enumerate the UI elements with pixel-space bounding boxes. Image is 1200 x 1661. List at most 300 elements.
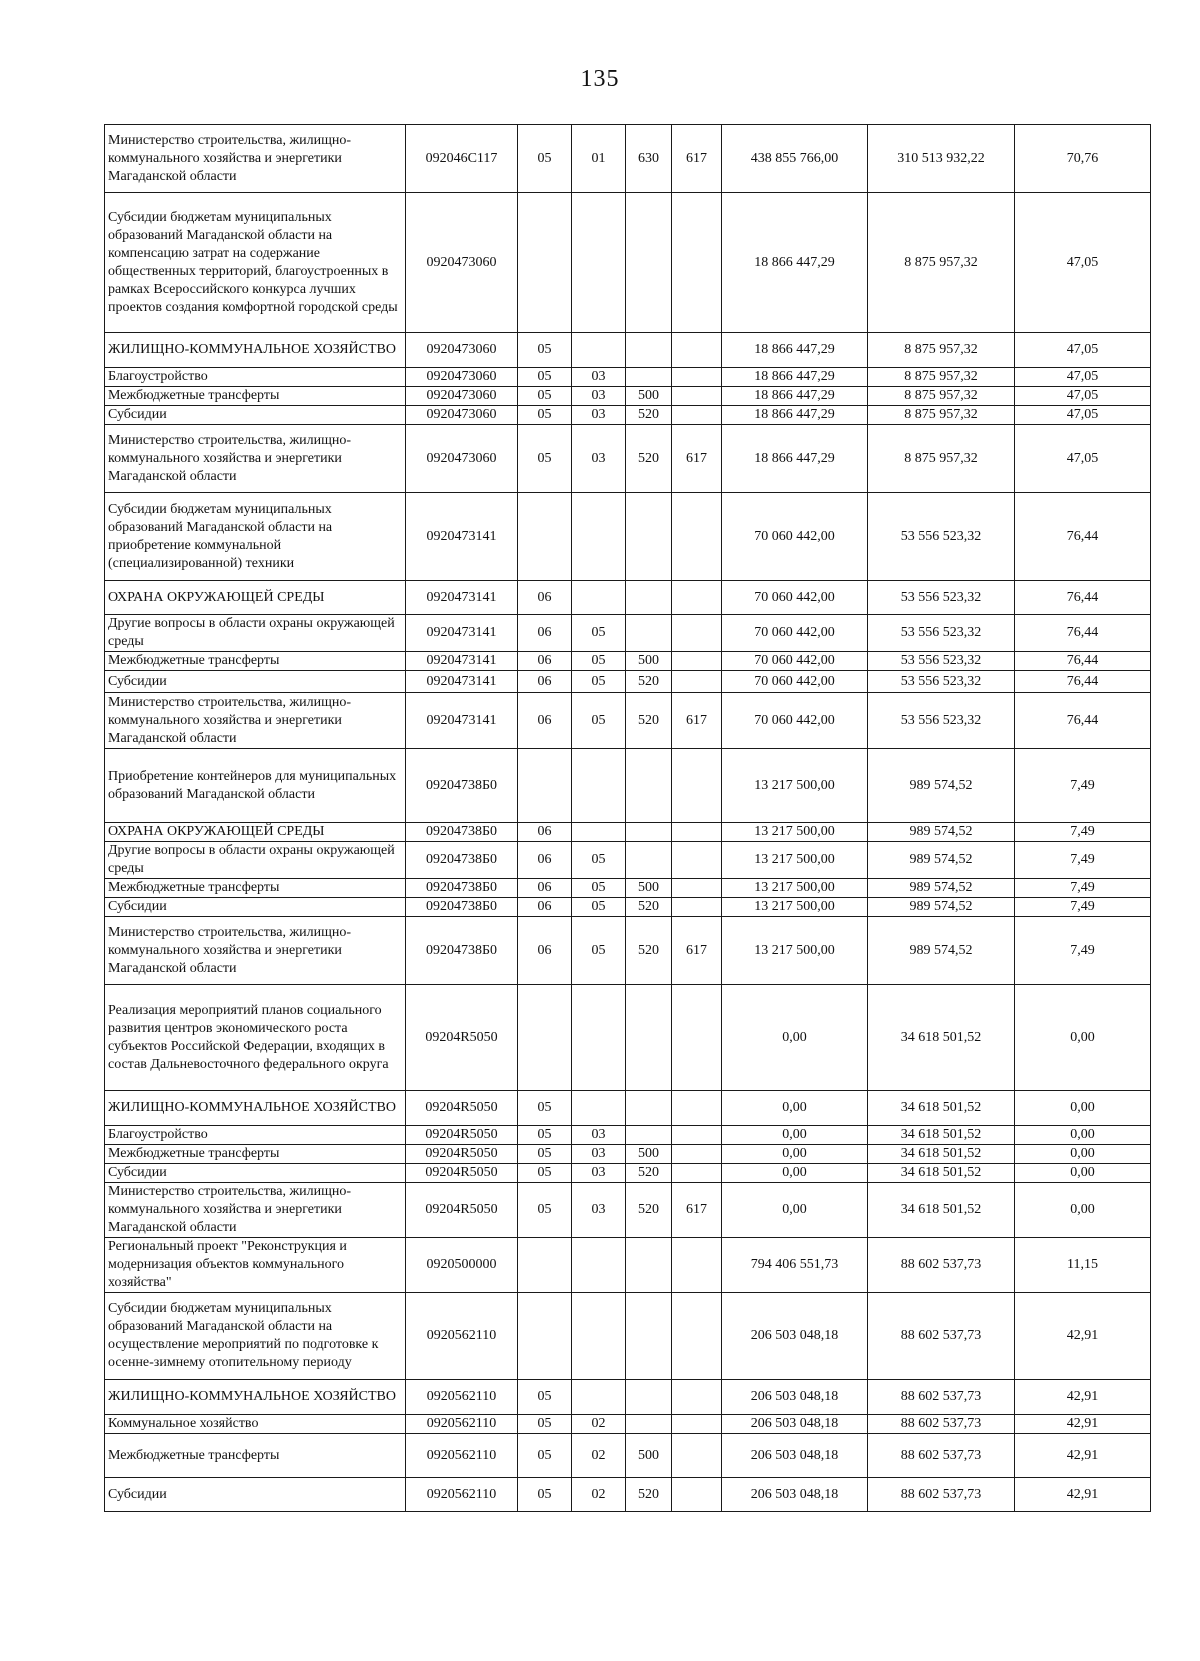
row-plan-amount: 70 060 442,00 [722, 652, 868, 671]
row-expense-type [626, 581, 672, 615]
table-row [105, 1380, 1151, 1415]
table-row [105, 1415, 1151, 1434]
row-subsection: 05 [572, 842, 626, 879]
row-admin-code [672, 1164, 722, 1183]
row-name: ЖИЛИЩНО-КОММУНАЛЬНОЕ ХОЗЯЙСТВО [105, 1380, 406, 1415]
row-percent: 7,49 [1015, 898, 1151, 917]
row-admin-code: 617 [672, 425, 722, 493]
row-subsection [572, 823, 626, 842]
table-row [105, 333, 1151, 368]
row-name: Реализация мероприятий планов социального развития центров экономического роста субъектов Российской Федерации, входящих в состав Дальневосточного федерального округа [105, 985, 406, 1091]
row-name: Межбюджетные трансферты [105, 1145, 406, 1164]
row-percent: 47,05 [1015, 193, 1151, 333]
row-name: Субсидии [105, 898, 406, 917]
table-row [105, 493, 1151, 581]
row-actual-amount: 34 618 501,52 [868, 1164, 1015, 1183]
row-admin-code [672, 333, 722, 368]
row-subsection: 05 [572, 652, 626, 671]
row-actual-amount: 34 618 501,52 [868, 1091, 1015, 1126]
row-expense-type: 500 [626, 879, 672, 898]
row-percent: 76,44 [1015, 493, 1151, 581]
row-expense-type: 500 [626, 1434, 672, 1478]
row-subsection [572, 749, 626, 823]
row-name: Приобретение контейнеров для муниципальных образований Магаданской области [105, 749, 406, 823]
row-actual-amount: 53 556 523,32 [868, 581, 1015, 615]
row-section [518, 1238, 572, 1293]
row-actual-amount: 8 875 957,32 [868, 193, 1015, 333]
row-expense-type [626, 823, 672, 842]
row-section: 05 [518, 1380, 572, 1415]
row-subsection: 02 [572, 1415, 626, 1434]
table-row [105, 1478, 1151, 1512]
row-code: 0920473060 [406, 193, 518, 333]
row-name: Межбюджетные трансферты [105, 1434, 406, 1478]
row-plan-amount: 70 060 442,00 [722, 693, 868, 749]
row-plan-amount: 438 855 766,00 [722, 125, 868, 193]
row-subsection: 03 [572, 406, 626, 425]
table-row [105, 581, 1151, 615]
row-name: Субсидии бюджетам муниципальных образований Магаданской области на осуществление мероприятий по подготовке к осенне-зимнему отопительному периоду [105, 1293, 406, 1380]
row-expense-type [626, 615, 672, 652]
row-percent: 42,91 [1015, 1380, 1151, 1415]
row-code: 0920500000 [406, 1238, 518, 1293]
row-expense-type: 520 [626, 917, 672, 985]
row-plan-amount: 18 866 447,29 [722, 368, 868, 387]
budget-table [104, 124, 1151, 1512]
row-code: 09204R5050 [406, 985, 518, 1091]
row-code: 09204R5050 [406, 1126, 518, 1145]
row-subsection: 03 [572, 387, 626, 406]
row-admin-code [672, 493, 722, 581]
row-actual-amount: 989 574,52 [868, 749, 1015, 823]
row-plan-amount: 206 503 048,18 [722, 1415, 868, 1434]
row-section [518, 749, 572, 823]
row-subsection: 05 [572, 879, 626, 898]
row-percent: 47,05 [1015, 387, 1151, 406]
row-actual-amount: 88 602 537,73 [868, 1293, 1015, 1380]
row-name: Межбюджетные трансферты [105, 879, 406, 898]
row-name: Субсидии бюджетам муниципальных образований Магаданской области на компенсацию затрат на содержание общественных территорий, благоустроенных в рамках Всероссийского конкурса лучших проектов создания комфортной городской среды [105, 193, 406, 333]
row-actual-amount: 53 556 523,32 [868, 671, 1015, 693]
row-name: ЖИЛИЩНО-КОММУНАЛЬНОЕ ХОЗЯЙСТВО [105, 333, 406, 368]
table-row [105, 1145, 1151, 1164]
row-section: 06 [518, 823, 572, 842]
row-percent: 7,49 [1015, 842, 1151, 879]
row-expense-type: 500 [626, 1145, 672, 1164]
row-code: 0920562110 [406, 1380, 518, 1415]
row-code: 0920562110 [406, 1478, 518, 1512]
row-section: 05 [518, 125, 572, 193]
row-percent: 7,49 [1015, 823, 1151, 842]
row-plan-amount: 206 503 048,18 [722, 1478, 868, 1512]
row-name: Межбюджетные трансферты [105, 652, 406, 671]
table-row [105, 125, 1151, 193]
row-expense-type [626, 1126, 672, 1145]
row-percent: 76,44 [1015, 693, 1151, 749]
row-name: Другие вопросы в области охраны окружающей среды [105, 842, 406, 879]
row-code: 0920562110 [406, 1293, 518, 1380]
row-plan-amount: 18 866 447,29 [722, 406, 868, 425]
row-subsection: 02 [572, 1434, 626, 1478]
row-section [518, 985, 572, 1091]
row-actual-amount: 8 875 957,32 [868, 368, 1015, 387]
row-subsection: 03 [572, 1145, 626, 1164]
table-row [105, 615, 1151, 652]
row-admin-code [672, 1091, 722, 1126]
row-section: 05 [518, 1164, 572, 1183]
row-actual-amount: 88 602 537,73 [868, 1238, 1015, 1293]
row-admin-code [672, 898, 722, 917]
row-admin-code: 617 [672, 917, 722, 985]
row-admin-code [672, 615, 722, 652]
row-plan-amount: 794 406 551,73 [722, 1238, 868, 1293]
row-expense-type [626, 1238, 672, 1293]
row-admin-code [672, 879, 722, 898]
row-actual-amount: 989 574,52 [868, 879, 1015, 898]
table-row [105, 823, 1151, 842]
row-code: 0920562110 [406, 1434, 518, 1478]
budget-table-body [105, 125, 1151, 1512]
row-admin-code: 617 [672, 1183, 722, 1238]
row-actual-amount: 989 574,52 [868, 898, 1015, 917]
row-code: 09204R5050 [406, 1164, 518, 1183]
row-name: Субсидии бюджетам муниципальных образований Магаданской области на приобретение коммунальной (специализированной) техники [105, 493, 406, 581]
row-code: 0920473141 [406, 652, 518, 671]
row-section: 05 [518, 1126, 572, 1145]
row-admin-code [672, 406, 722, 425]
row-subsection [572, 1380, 626, 1415]
row-name: Министерство строительства, жилищно-коммунального хозяйства и энергетики Магаданской области [105, 693, 406, 749]
row-admin-code [672, 581, 722, 615]
row-code: 0920473060 [406, 406, 518, 425]
row-expense-type [626, 985, 672, 1091]
row-percent: 0,00 [1015, 1183, 1151, 1238]
row-subsection [572, 581, 626, 615]
row-name: Министерство строительства, жилищно-коммунального хозяйства и энергетики Магаданской области [105, 917, 406, 985]
row-plan-amount: 18 866 447,29 [722, 333, 868, 368]
row-code: 09204738Б0 [406, 917, 518, 985]
row-plan-amount: 13 217 500,00 [722, 879, 868, 898]
row-subsection [572, 493, 626, 581]
row-percent: 0,00 [1015, 1145, 1151, 1164]
row-code: 0920473060 [406, 387, 518, 406]
row-subsection: 05 [572, 671, 626, 693]
row-plan-amount: 70 060 442,00 [722, 671, 868, 693]
row-admin-code [672, 1126, 722, 1145]
row-expense-type: 520 [626, 425, 672, 493]
row-subsection: 05 [572, 898, 626, 917]
row-admin-code [672, 652, 722, 671]
row-percent: 0,00 [1015, 1164, 1151, 1183]
row-admin-code [672, 823, 722, 842]
row-subsection [572, 1238, 626, 1293]
row-code: 09204738Б0 [406, 823, 518, 842]
row-admin-code [672, 387, 722, 406]
row-name: ОХРАНА ОКРУЖАЮЩЕЙ СРЕДЫ [105, 581, 406, 615]
row-admin-code [672, 749, 722, 823]
row-admin-code: 617 [672, 693, 722, 749]
row-expense-type [626, 193, 672, 333]
row-actual-amount: 8 875 957,32 [868, 425, 1015, 493]
row-percent: 42,91 [1015, 1434, 1151, 1478]
row-admin-code [672, 368, 722, 387]
row-plan-amount: 206 503 048,18 [722, 1434, 868, 1478]
row-subsection [572, 333, 626, 368]
row-code: 09204738Б0 [406, 879, 518, 898]
row-admin-code [672, 1434, 722, 1478]
row-name: ЖИЛИЩНО-КОММУНАЛЬНОЕ ХОЗЯЙСТВО [105, 1091, 406, 1126]
row-expense-type [626, 493, 672, 581]
row-actual-amount: 53 556 523,32 [868, 652, 1015, 671]
row-section [518, 493, 572, 581]
row-section: 06 [518, 671, 572, 693]
row-plan-amount: 206 503 048,18 [722, 1293, 868, 1380]
row-expense-type: 520 [626, 898, 672, 917]
row-name: Субсидии [105, 671, 406, 693]
row-section: 05 [518, 1183, 572, 1238]
row-name: Субсидии [105, 1164, 406, 1183]
row-expense-type: 500 [626, 652, 672, 671]
row-percent: 11,15 [1015, 1238, 1151, 1293]
row-subsection [572, 1091, 626, 1126]
row-admin-code [672, 1380, 722, 1415]
row-expense-type: 520 [626, 671, 672, 693]
row-percent: 47,05 [1015, 368, 1151, 387]
row-percent: 76,44 [1015, 671, 1151, 693]
row-code: 09204R5050 [406, 1091, 518, 1126]
table-row [105, 749, 1151, 823]
row-subsection: 03 [572, 1164, 626, 1183]
row-plan-amount: 18 866 447,29 [722, 425, 868, 493]
row-expense-type [626, 368, 672, 387]
table-row [105, 1164, 1151, 1183]
row-section: 06 [518, 898, 572, 917]
row-name: Региональный проект "Реконструкция и модернизация объектов коммунального хозяйства" [105, 1238, 406, 1293]
row-percent: 7,49 [1015, 917, 1151, 985]
row-subsection [572, 985, 626, 1091]
row-percent: 47,05 [1015, 425, 1151, 493]
row-section: 06 [518, 581, 572, 615]
table-row [105, 1238, 1151, 1293]
row-admin-code [672, 1238, 722, 1293]
row-code: 09204R5050 [406, 1183, 518, 1238]
row-expense-type [626, 1415, 672, 1434]
row-plan-amount: 0,00 [722, 1164, 868, 1183]
row-section: 05 [518, 425, 572, 493]
table-row [105, 425, 1151, 493]
row-expense-type: 520 [626, 693, 672, 749]
row-section: 05 [518, 406, 572, 425]
row-name: Министерство строительства, жилищно-коммунального хозяйства и энергетики Магаданской области [105, 425, 406, 493]
row-section: 05 [518, 333, 572, 368]
row-section: 05 [518, 1415, 572, 1434]
row-percent: 76,44 [1015, 581, 1151, 615]
row-name: Коммунальное хозяйство [105, 1415, 406, 1434]
row-subsection: 05 [572, 693, 626, 749]
table-row [105, 985, 1151, 1091]
row-plan-amount: 13 217 500,00 [722, 749, 868, 823]
table-row [105, 193, 1151, 333]
row-plan-amount: 13 217 500,00 [722, 917, 868, 985]
row-percent: 42,91 [1015, 1415, 1151, 1434]
row-section: 06 [518, 693, 572, 749]
row-actual-amount: 88 602 537,73 [868, 1380, 1015, 1415]
row-subsection: 01 [572, 125, 626, 193]
row-code: 092046С117 [406, 125, 518, 193]
row-name: Благоустройство [105, 1126, 406, 1145]
row-percent: 76,44 [1015, 652, 1151, 671]
table-row [105, 671, 1151, 693]
table-row [105, 917, 1151, 985]
row-expense-type: 520 [626, 1164, 672, 1183]
row-admin-code [672, 1478, 722, 1512]
row-actual-amount: 8 875 957,32 [868, 333, 1015, 368]
row-subsection: 03 [572, 425, 626, 493]
row-expense-type [626, 1091, 672, 1126]
row-section: 06 [518, 615, 572, 652]
row-admin-code [672, 985, 722, 1091]
row-section: 06 [518, 842, 572, 879]
row-plan-amount: 18 866 447,29 [722, 193, 868, 333]
row-section [518, 1293, 572, 1380]
row-subsection [572, 193, 626, 333]
row-actual-amount: 88 602 537,73 [868, 1415, 1015, 1434]
row-section: 05 [518, 368, 572, 387]
row-plan-amount: 18 866 447,29 [722, 387, 868, 406]
row-section: 06 [518, 652, 572, 671]
row-expense-type [626, 842, 672, 879]
row-admin-code [672, 1145, 722, 1164]
row-percent: 47,05 [1015, 333, 1151, 368]
row-actual-amount: 989 574,52 [868, 917, 1015, 985]
row-expense-type: 520 [626, 406, 672, 425]
row-code: 0920473060 [406, 368, 518, 387]
row-subsection: 05 [572, 917, 626, 985]
row-actual-amount: 8 875 957,32 [868, 406, 1015, 425]
page-number: 135 [580, 66, 620, 92]
table-row [105, 1434, 1151, 1478]
table-row [105, 1091, 1151, 1126]
row-name: Министерство строительства, жилищно-коммунального хозяйства и энергетики Магаданской области [105, 1183, 406, 1238]
row-plan-amount: 70 060 442,00 [722, 581, 868, 615]
row-percent: 76,44 [1015, 615, 1151, 652]
row-name: Субсидии [105, 406, 406, 425]
row-code: 0920473141 [406, 493, 518, 581]
row-expense-type: 520 [626, 1478, 672, 1512]
row-percent: 0,00 [1015, 1126, 1151, 1145]
table-row [105, 1183, 1151, 1238]
row-expense-type: 520 [626, 1183, 672, 1238]
row-subsection: 05 [572, 615, 626, 652]
row-subsection: 02 [572, 1478, 626, 1512]
table-row [105, 1126, 1151, 1145]
row-plan-amount: 0,00 [722, 1183, 868, 1238]
row-code: 0920473060 [406, 333, 518, 368]
row-name: Межбюджетные трансферты [105, 387, 406, 406]
row-section: 05 [518, 1145, 572, 1164]
row-plan-amount: 13 217 500,00 [722, 898, 868, 917]
table-row [105, 842, 1151, 879]
row-code: 0920562110 [406, 1415, 518, 1434]
row-admin-code [672, 193, 722, 333]
row-section: 06 [518, 879, 572, 898]
row-percent: 47,05 [1015, 406, 1151, 425]
table-row [105, 1293, 1151, 1380]
table-row [105, 368, 1151, 387]
row-actual-amount: 88 602 537,73 [868, 1478, 1015, 1512]
row-actual-amount: 88 602 537,73 [868, 1434, 1015, 1478]
row-plan-amount: 13 217 500,00 [722, 842, 868, 879]
row-subsection: 03 [572, 1126, 626, 1145]
row-actual-amount: 34 618 501,52 [868, 1183, 1015, 1238]
row-name: ОХРАНА ОКРУЖАЮЩЕЙ СРЕДЫ [105, 823, 406, 842]
row-actual-amount: 989 574,52 [868, 842, 1015, 879]
row-name: Благоустройство [105, 368, 406, 387]
row-code: 0920473141 [406, 693, 518, 749]
row-code: 09204738Б0 [406, 898, 518, 917]
table-row [105, 693, 1151, 749]
row-actual-amount: 989 574,52 [868, 823, 1015, 842]
table-row [105, 387, 1151, 406]
row-expense-type [626, 749, 672, 823]
row-name: Другие вопросы в области охраны окружающей среды [105, 615, 406, 652]
row-percent: 42,91 [1015, 1293, 1151, 1380]
row-actual-amount: 34 618 501,52 [868, 1126, 1015, 1145]
row-code: 0920473141 [406, 581, 518, 615]
row-actual-amount: 8 875 957,32 [868, 387, 1015, 406]
row-actual-amount: 310 513 932,22 [868, 125, 1015, 193]
table-row [105, 652, 1151, 671]
row-expense-type [626, 333, 672, 368]
row-percent: 0,00 [1015, 1091, 1151, 1126]
row-percent: 42,91 [1015, 1478, 1151, 1512]
row-section: 05 [518, 1434, 572, 1478]
row-admin-code: 617 [672, 125, 722, 193]
row-code: 0920473141 [406, 671, 518, 693]
row-expense-type: 500 [626, 387, 672, 406]
row-section: 05 [518, 387, 572, 406]
row-expense-type [626, 1380, 672, 1415]
row-plan-amount: 206 503 048,18 [722, 1380, 868, 1415]
row-plan-amount: 0,00 [722, 1091, 868, 1126]
row-percent: 7,49 [1015, 879, 1151, 898]
row-code: 09204738Б0 [406, 749, 518, 823]
row-plan-amount: 0,00 [722, 985, 868, 1091]
row-name: Субсидии [105, 1478, 406, 1512]
row-subsection: 03 [572, 368, 626, 387]
row-admin-code [672, 1415, 722, 1434]
row-code: 09204738Б0 [406, 842, 518, 879]
row-actual-amount: 53 556 523,32 [868, 693, 1015, 749]
row-admin-code [672, 842, 722, 879]
row-actual-amount: 34 618 501,52 [868, 985, 1015, 1091]
row-plan-amount: 13 217 500,00 [722, 823, 868, 842]
row-name: Министерство строительства, жилищно-коммунального хозяйства и энергетики Магаданской области [105, 125, 406, 193]
row-expense-type [626, 1293, 672, 1380]
row-actual-amount: 53 556 523,32 [868, 615, 1015, 652]
row-plan-amount: 0,00 [722, 1126, 868, 1145]
row-percent: 70,76 [1015, 125, 1151, 193]
row-code: 0920473060 [406, 425, 518, 493]
row-expense-type: 630 [626, 125, 672, 193]
row-actual-amount: 53 556 523,32 [868, 493, 1015, 581]
table-row [105, 879, 1151, 898]
row-admin-code [672, 1293, 722, 1380]
row-actual-amount: 34 618 501,52 [868, 1145, 1015, 1164]
row-plan-amount: 70 060 442,00 [722, 615, 868, 652]
row-subsection: 03 [572, 1183, 626, 1238]
row-section: 06 [518, 917, 572, 985]
